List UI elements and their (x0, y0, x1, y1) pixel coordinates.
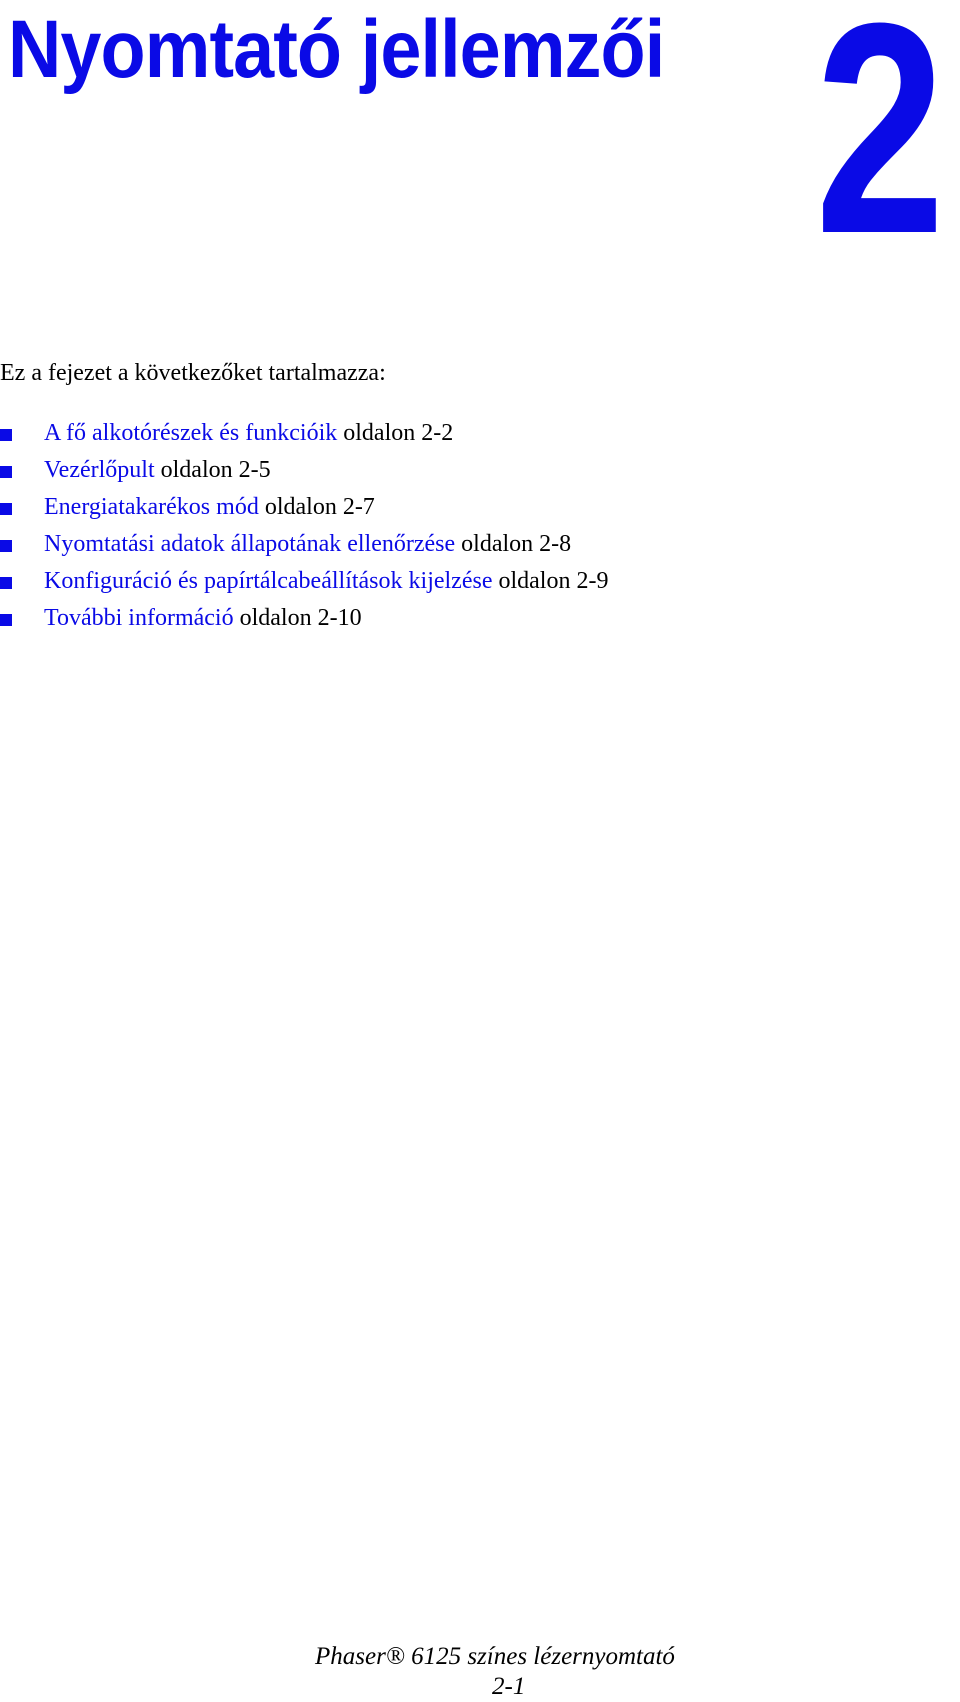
toc-page-ref: oldalon 2-10 (239, 605, 362, 631)
toc-link[interactable]: A fő alkotórészek és funkcióik (44, 420, 338, 446)
square-bullet-icon (0, 614, 12, 626)
toc-entry (44, 418, 453, 448)
toc-entry (44, 492, 375, 522)
chapter-title: Nyomtató jellemzői (8, 4, 665, 95)
toc-page-ref: oldalon 2-7 (264, 494, 375, 520)
toc-link[interactable]: További információ (44, 605, 234, 631)
square-bullet-icon (0, 429, 12, 441)
toc-link[interactable]: Energiatakarékos mód (44, 494, 259, 520)
footer-page-number: 2-1 (492, 1673, 526, 1700)
toc-entry (44, 529, 571, 559)
toc-page-ref: oldalon 2-2 (343, 420, 454, 446)
square-bullet-icon (0, 540, 12, 552)
toc-entry (44, 566, 608, 596)
chapter-number: 2 (815, 0, 946, 296)
toc-link[interactable]: Vezérlőpult (44, 457, 155, 483)
square-bullet-icon (0, 466, 12, 478)
toc-page-ref: oldalon 2-5 (160, 457, 271, 483)
square-bullet-icon (0, 503, 12, 515)
toc-page-ref: oldalon 2-9 (498, 568, 609, 594)
toc-entry (44, 603, 362, 633)
toc-link[interactable]: Konfiguráció és papírtálcabeállítások kijelzése (44, 568, 493, 594)
toc-page-ref: oldalon 2-8 (461, 531, 572, 557)
toc-link[interactable]: Nyomtatási adatok állapotának ellenőrzése (44, 531, 456, 557)
square-bullet-icon (0, 577, 12, 589)
footer-product-title: Phaser® 6125 színes lézernyomtató (315, 1643, 675, 1670)
toc-entry (44, 455, 271, 485)
intro-text: Ez a fejezet a következőket tartalmazza: (0, 360, 386, 386)
